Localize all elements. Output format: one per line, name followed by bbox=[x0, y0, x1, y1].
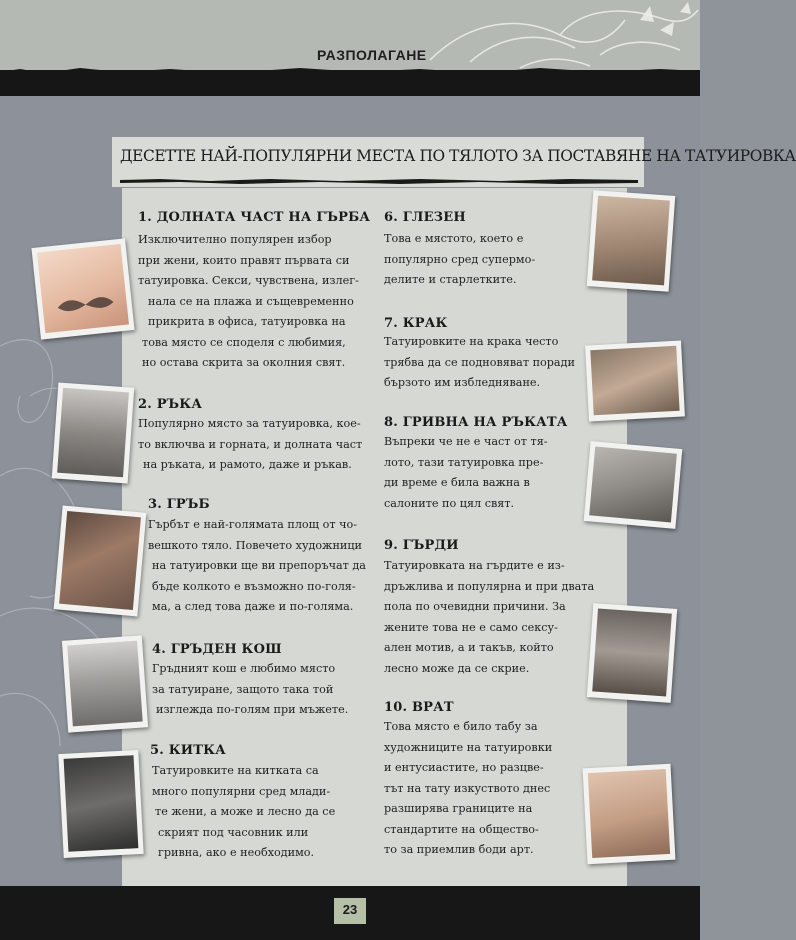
item-4-heading: 4. ГРЪДЕН КОШ bbox=[152, 642, 282, 657]
item-8-text: Въпреки че не е част от тя- лото, тази татуировка пре- ди време е била важна в салоните по цял свят. bbox=[384, 435, 548, 510]
article-title: ДЕСЕТТЕ НАЙ-ПОПУЛЯРНИ МЕСТА ПО ТЯЛОТО ЗА ПОСТАВЯНЕ НА ТАТУИРОВКА bbox=[120, 147, 796, 165]
item-3-text: Гърбът е най-голямата площ от чо- вешкото тяло. Повечето художници на татуировки ще ви препоръчат да бъде колкото е възможно по-голя- ма, а след това даже и по-голяма. bbox=[148, 518, 366, 613]
neck-photo bbox=[583, 764, 676, 864]
item-2-heading: 2. РЪКА bbox=[138, 397, 203, 412]
item-8-heading: 8. ГРИВНА НА РЪКАТА bbox=[384, 415, 568, 430]
breast-photo bbox=[587, 603, 677, 703]
item-9-text: Татуировката на гърдите е из- дръжлива и популярна и при двата пола по очевидни причини. За жените това не е само сексу- ален мотив, а и такъв, който лесно може да се скрие. bbox=[384, 559, 595, 675]
title-rule bbox=[120, 177, 638, 185]
item-6-text: Това е мястото, което е популярно сред супермо- делите и старлетките. bbox=[384, 232, 536, 286]
item-5-text: Татуировките на китката са много популярни сред млади- те жени, а може и лесно да се скрият под часовник или гривна, ако е необходимо. bbox=[152, 764, 336, 859]
item-1-heading: 1. ДОЛНАТА ЧАСТ НА ГЪРБА bbox=[138, 210, 371, 225]
item-4-text: Гръдният кош е любимо място за татуиране, защото така той изглежда по-голям при мъжете. bbox=[152, 662, 349, 716]
foot-photo bbox=[585, 341, 685, 422]
item-10-heading: 10. ВРАТ bbox=[384, 700, 454, 715]
item-5-heading: 5. КИТКА bbox=[150, 743, 226, 758]
item-7-heading: 7. КРАК bbox=[384, 316, 448, 331]
page-number: 23 bbox=[342, 902, 358, 917]
back-photo bbox=[54, 506, 147, 617]
item-1-text: Изключително популярен избор при жени, които правят първата си татуировка. Секси, чувствена, излег- нала се на плажа и същевременно прикрита в офиса, татуировка на това място се споделя с любимия, но остава скрита за околния свят. bbox=[138, 233, 359, 369]
wrist-photo bbox=[58, 750, 143, 858]
chest-photo bbox=[62, 635, 148, 732]
item-3-heading: 3. ГРЪБ bbox=[148, 497, 210, 512]
item-2-text: Популярно място за татуировка, кое- то включва и горната, и долната част на ръката, и рамото, даже и ръкав. bbox=[138, 417, 363, 471]
arm-photo bbox=[52, 382, 135, 483]
ankle-photo bbox=[587, 190, 675, 291]
lower-back-photo bbox=[31, 238, 134, 339]
section-label: РАЗПОЛАГАНЕ bbox=[317, 47, 427, 63]
item-6-heading: 6. ГЛЕЗЕН bbox=[384, 210, 466, 225]
item-7-text: Татуировките на крака често трябва да се подновяват поради бързото им избледняване. bbox=[384, 335, 575, 389]
item-9-heading: 9. ГЪРДИ bbox=[384, 538, 459, 553]
item-10-text: Това място е било табу за художниците на татуировки и ентусиастите, но разцве- тът на тату изкуството днес разширява границите на стандартите на общество- то за приемлив боди арт. bbox=[384, 720, 553, 856]
armband-photo bbox=[584, 441, 683, 529]
